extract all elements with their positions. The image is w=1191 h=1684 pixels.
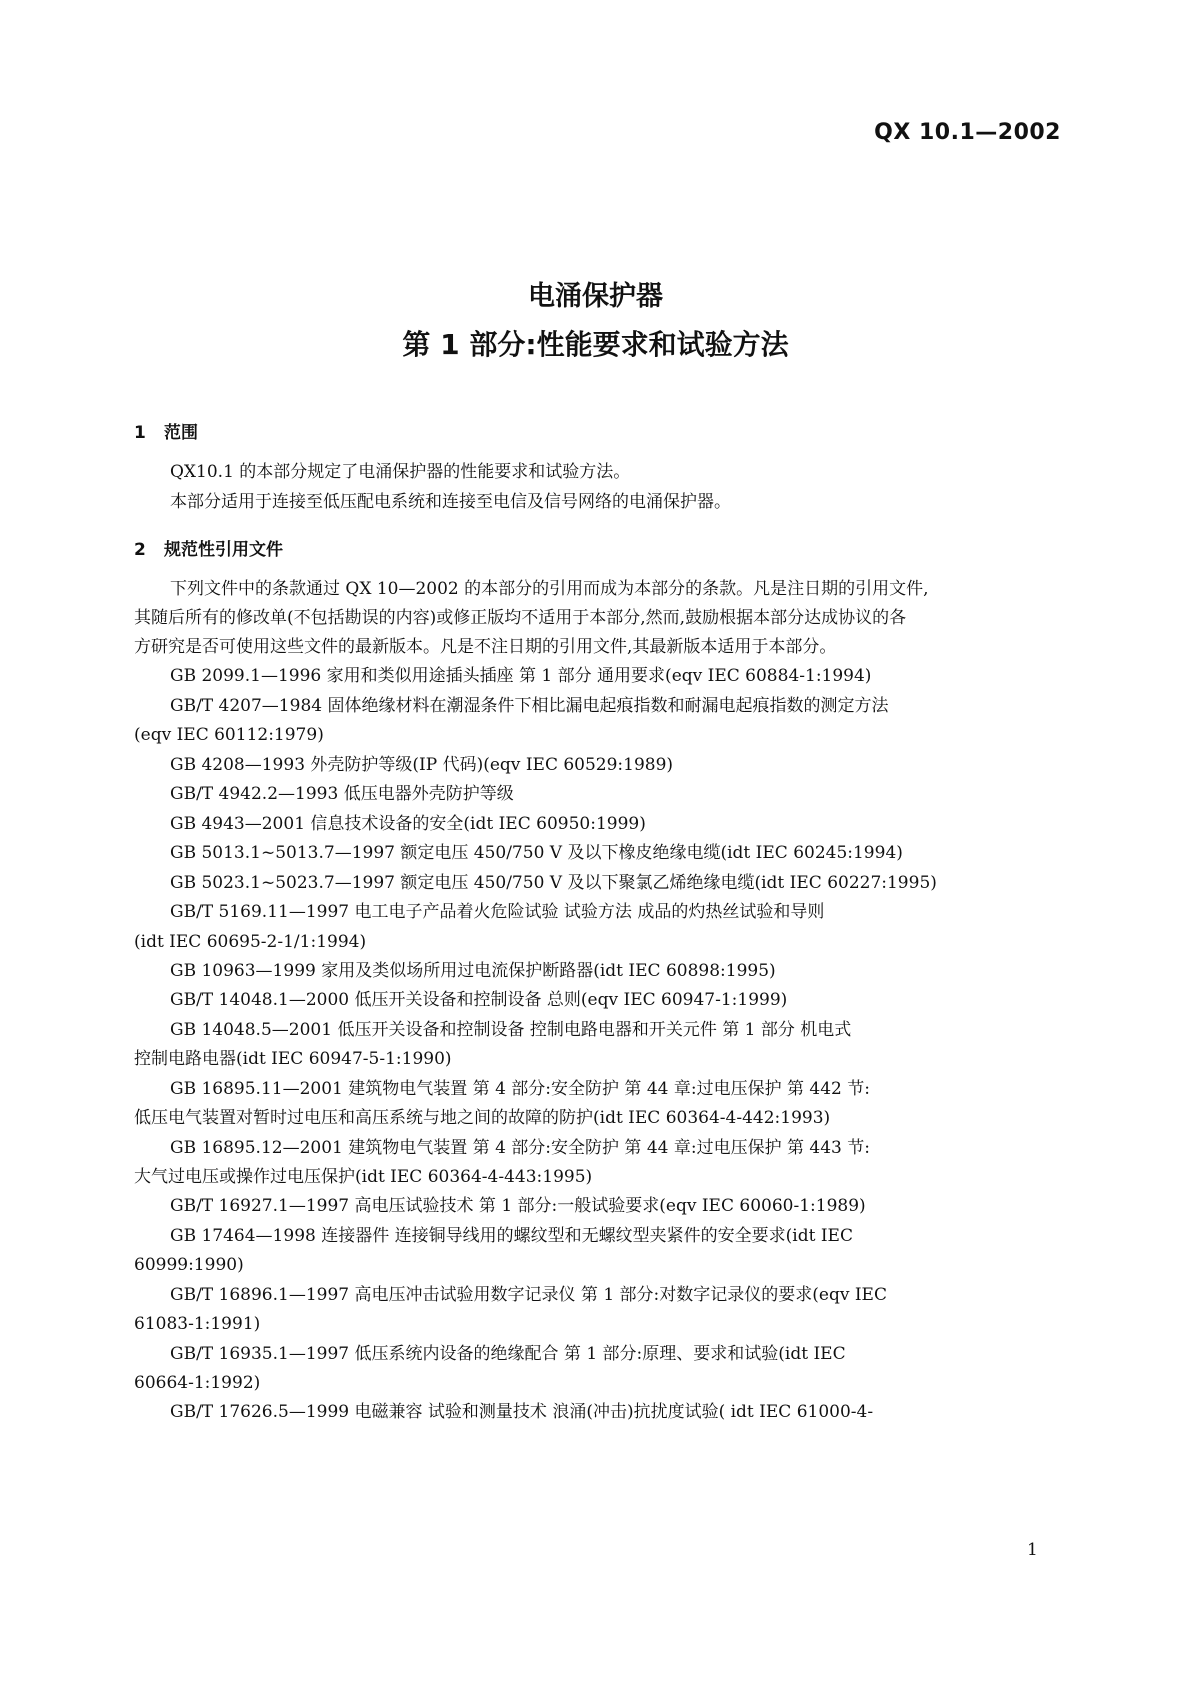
reference-line: GB/T 14048.1—2000 低压开关设备和控制设备 总则(eqv IEC 60947-1:1999): [170, 990, 788, 1010]
reference-line: GB 5013.1~5013.7—1997 额定电压 450/750 V 及以下橡皮绝缘电缆(idt IEC 60245:1994): [170, 843, 903, 863]
reference-line: GB/T 16896.1—1997 高电压冲击试验用数字记录仪 第 1 部分:对数字记录仪的要求(eqv IEC: [170, 1285, 887, 1305]
reference-line: 低压电气装置对暂时过电压和高压系统与地之间的故障的防护(idt IEC 60364-4-442:1993): [134, 1108, 831, 1128]
reference-line: 60664-1:1992): [134, 1373, 261, 1393]
standard-code: QX 10.1—2002: [874, 120, 1061, 145]
reference-line: GB 2099.1—1996 家用和类似用途插头插座 第 1 部分 通用要求(eqv IEC 60884-1:1994): [170, 666, 872, 686]
section-heading-normative-references: [134, 535, 283, 560]
section-title: 规范性引用文件: [164, 540, 283, 560]
page-number: 1: [1027, 1540, 1038, 1560]
reference-line: 大气过电压或操作过电压保护(idt IEC 60364-4-443:1995): [134, 1167, 593, 1187]
reference-line: 61083-1:1991): [134, 1314, 261, 1334]
reference-line: (eqv IEC 60112:1979): [134, 725, 324, 745]
reference-line: GB/T 16927.1—1997 高电压试验技术 第 1 部分:一般试验要求(eqv IEC 60060-1:1989): [170, 1196, 866, 1216]
reference-line: GB 5023.1~5023.7—1997 额定电压 450/750 V 及以下聚氯乙烯绝缘电缆(idt IEC 60227:1995): [170, 873, 937, 893]
section-number: 1: [134, 423, 146, 443]
paragraph-line: 方研究是否可使用这些文件的最新版本。凡是不注日期的引用文件,其最新版本适用于本部分。: [134, 637, 837, 657]
reference-line: GB/T 17626.5—1999 电磁兼容 试验和测量技术 浪涌(冲击)抗扰度试验( idt IEC 61000-4-: [170, 1402, 874, 1422]
reference-line: GB 16895.12—2001 建筑物电气装置 第 4 部分:安全防护 第 44 章:过电压保护 第 443 节:: [170, 1138, 870, 1158]
document-subtitle: 第 1 部分:性能要求和试验方法: [402, 328, 789, 361]
reference-line: GB 4943—2001 信息技术设备的安全(idt IEC 60950:1999): [170, 814, 646, 834]
reference-line: 60999:1990): [134, 1255, 244, 1275]
reference-line: (idt IEC 60695-2-1/1:1994): [134, 932, 367, 952]
document-title: 电涌保护器: [528, 281, 663, 312]
section-number: 2: [134, 540, 146, 560]
reference-line: GB/T 5169.11—1997 电工电子产品着火危险试验 试验方法 成品的灼热丝试验和导则: [170, 902, 825, 922]
paragraph-line: 本部分适用于连接至低压配电系统和连接至电信及信号网络的电涌保护器。: [170, 492, 731, 512]
paragraph-line: QX10.1 的本部分规定了电涌保护器的性能要求和试验方法。: [170, 462, 631, 482]
paragraph-line: 其随后所有的修改单(不包括勘误的内容)或修正版均不适用于本部分,然而,鼓励根据本部分达成协议的各: [134, 608, 907, 628]
reference-line: GB/T 4942.2—1993 低压电器外壳防护等级: [170, 784, 514, 804]
reference-line: GB/T 4207—1984 固体绝缘材料在潮湿条件下相比漏电起痕指数和耐漏电起痕指数的测定方法: [170, 696, 889, 716]
reference-line: GB 16895.11—2001 建筑物电气装置 第 4 部分:安全防护 第 44 章:过电压保护 第 442 节:: [170, 1079, 870, 1099]
reference-line: GB/T 16935.1—1997 低压系统内设备的绝缘配合 第 1 部分:原理、要求和试验(idt IEC: [170, 1344, 846, 1364]
reference-line: GB 4208—1993 外壳防护等级(IP 代码)(eqv IEC 60529:1989): [170, 755, 674, 775]
reference-line: 控制电路电器(idt IEC 60947-5-1:1990): [134, 1049, 452, 1069]
paragraph-line: 下列文件中的条款通过 QX 10—2002 的本部分的引用而成为本部分的条款。凡是注日期的引用文件,: [170, 579, 929, 599]
reference-line: GB 17464—1998 连接器件 连接铜导线用的螺纹型和无螺纹型夹紧件的安全要求(idt IEC: [170, 1226, 853, 1246]
reference-line: GB 10963—1999 家用及类似场所用过电流保护断路器(idt IEC 60898:1995): [170, 961, 776, 981]
section-title: 范围: [164, 423, 198, 443]
reference-line: GB 14048.5—2001 低压开关设备和控制设备 控制电路电器和开关元件 第 1 部分 机电式: [170, 1020, 852, 1040]
section-heading-scope: [134, 418, 198, 443]
